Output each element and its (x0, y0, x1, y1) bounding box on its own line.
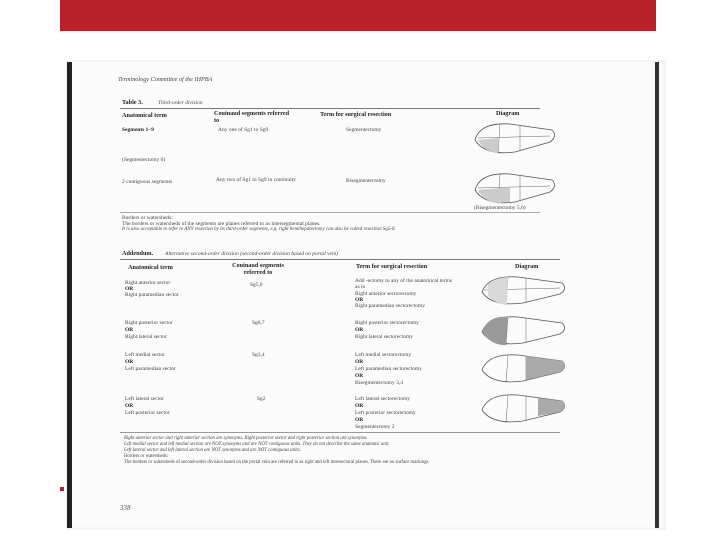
row2-couinaud: Any two of Sg1 to Sg9 in continuity (216, 177, 296, 183)
liver-diagram-left-lateral (478, 390, 568, 426)
add-row4-r4: OR (355, 417, 364, 423)
add-row2-a3: Right lateral sector (125, 334, 167, 340)
liver-diagram-segmentectomy (470, 118, 560, 158)
add-row4-r5: Segmentectomy 2 (355, 424, 395, 430)
liver-diagram-right-posterior (478, 312, 568, 348)
add-row4-a1: Left lateral sector (125, 396, 164, 402)
add-row4-a3: Left posterior sector (125, 410, 170, 416)
add-row3-r4: OR (355, 373, 364, 379)
add-row4-c: Sg2 (257, 396, 266, 402)
add-row3-a2: OR (125, 359, 134, 365)
red-accent-mark (60, 487, 64, 491)
row1-resection: Segmentectomy (346, 127, 382, 133)
top-color-bar (60, 0, 656, 31)
add-row1-a1: Right anterior sector (125, 280, 171, 286)
col-anatomical-term: Anatomical term (122, 112, 167, 119)
row2-anatomical: 2 contiguous segments (122, 179, 173, 185)
row1-couinaud: Any one of Sg1 to Sg9 (218, 127, 269, 133)
page-number: 338 (120, 504, 131, 512)
add-row3-a3: Left paramedian sector (125, 366, 176, 372)
add-col-anatomical: Anatomical term (128, 264, 173, 271)
addendum-foot-3: Left lateral sector and left lateral section are NOT synonyms and are NOT contiguous units. (124, 448, 301, 453)
addendum-title-sub: Alternative second-order division (second-order division based on portal vein) (165, 251, 339, 257)
add-row2-r2: OR (355, 327, 364, 333)
row2-note: (Bisegmentectomy 5,6) (474, 205, 526, 211)
col-diagram: Diagram (496, 110, 520, 117)
col-couinaud: Couinaud segments referred to (214, 110, 290, 124)
table-rule-bottom (120, 212, 540, 213)
row1-anatomical: Segments 1–9 (122, 127, 154, 133)
addendum-foot-5: The borders or watersheds of second-order division based on the portal vein are referred to as right and left intersectoral planes. There are no surface markings. (124, 460, 430, 465)
add-row4-r3: Left posterior sectorectomy (355, 410, 416, 416)
add-row3-a1: Left medial sector (125, 352, 166, 358)
scan-right-edge (655, 62, 659, 528)
addendum-foot-4: Borders or watersheds: (124, 454, 169, 459)
add-row2-a1: Right posterior sector (125, 320, 173, 326)
table-rule-top (120, 108, 540, 109)
table-title-sub: Third-order division (158, 100, 203, 106)
add-row3-c: Sg3,4 (252, 352, 265, 358)
liver-diagram-left-medial (478, 350, 568, 386)
add-row1-r3: OR (355, 297, 364, 303)
add-row1-r2: Right anterior sectorectomy (355, 291, 417, 297)
add-row2-a2: OR (125, 327, 134, 333)
border-note-2: The borders or watersheds of the segments are planes referred to as intersegmental planes. (122, 221, 321, 227)
running-header: Terminology Committee of the IHPBA (118, 76, 213, 83)
border-note-1: Borders or watersheds: (122, 215, 173, 221)
add-row2-c: Sg6,7 (252, 320, 265, 326)
add-row4-r1: Left lateral sectorectomy (355, 396, 410, 402)
addendum-rule-bottom (120, 432, 560, 433)
border-note-3: It is also acceptable to refer to ANY resection by its third-order segments, e.g. right hemihepatectomy can also be called resection Sg5-8. (122, 227, 396, 232)
row2-resection: Bisegmentectomy (346, 178, 386, 184)
add-row4-r2: OR (355, 403, 364, 409)
add-row1-a3: Right paramedian sector (125, 292, 179, 298)
table-title: Table 3. (122, 99, 143, 106)
add-row3-r1: Left medial sectorectomy (355, 352, 412, 358)
addendum-rule-top (120, 259, 560, 260)
add-col-diagram: Diagram (515, 263, 539, 270)
scan-left-edge (67, 62, 72, 528)
add-row2-r1: Right posterior sectorectomy (355, 320, 419, 326)
add-row3-r2: OR (355, 359, 364, 365)
addendum-foot-2: Left medial sector and left medial section are NOT synonyms and are NOT contiguous units. They do not describe the same anatomic unit. (124, 442, 390, 447)
add-row1-a2: OR (125, 286, 134, 292)
liver-diagram-right-anterior (478, 272, 568, 308)
addendum-foot-1: Right anterior sector and right anterior section are synonyms. Right posterior sector and right posterior section are synonyms. (124, 436, 368, 441)
add-row1-r1: Add -ectomy to any of the anatomical terms as in (355, 278, 452, 290)
col-resection: Term for surgical resection (320, 111, 392, 118)
addendum-title: Addendum. (122, 250, 154, 257)
add-col-couinaud: Couinaud segments referred to (232, 262, 284, 276)
add-row1-c: Sg5,8 (250, 282, 263, 288)
add-row3-r3: Left paramedian sectorectomy (355, 366, 422, 372)
add-row1-r4: Right paramedian sectorectomy (355, 303, 425, 309)
add-row4-a2: OR (125, 403, 134, 409)
add-col-resection: Term for surgical resection (356, 263, 428, 270)
liver-diagram-bisegmentectomy (470, 168, 560, 208)
row1-note: (Segmentectomy 6) (122, 157, 166, 163)
add-row2-r3: Right lateral sectorectomy (355, 334, 414, 340)
add-row3-r5: Bisegmentectomy 3,4 (355, 380, 403, 386)
